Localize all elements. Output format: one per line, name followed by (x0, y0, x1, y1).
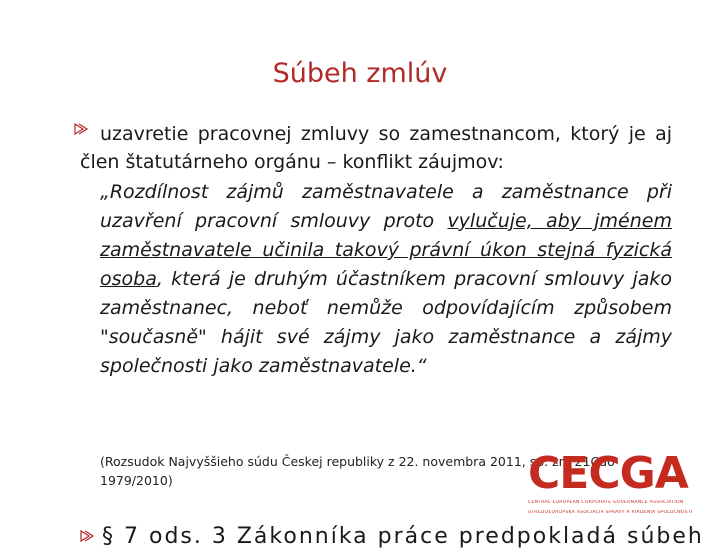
bullet-item-partial (80, 522, 720, 552)
bullet-item (80, 120, 672, 381)
logo-subtitle-2: STREDOEURÓPSKA ASOCIÁCIA SPRÁVY A RIADENIA SPOLOČNOSTÍ (528, 510, 693, 515)
cecga-logo (528, 448, 698, 520)
bullet-icon (74, 123, 88, 135)
bullet-icon (80, 530, 94, 542)
quote-part-2: , která je druhým účastníkem pracovní smlouvy jako zaměstnanec, neboť nemůže odpovídajícím způsobem "současně" hájit své zájmy jako zaměstnance a zájmy společnosti jako zaměstnavatele.“ (100, 268, 672, 377)
logo-wordmark: CECGA (528, 448, 688, 499)
quote-part-1: „Rozdílnost zájmů zaměstnavatele a zaměstnance při uzavření pracovní smlouvy proto (100, 181, 672, 232)
slide-title: Súbeh zmlúv (272, 58, 448, 89)
logo-subtitle-1: CENTRAL EUROPEAN CORPORATE GOVERNANCE ASSOCIATION (528, 500, 684, 505)
quote-underlined: vylučuje, aby jménem zaměstnavatele učinila takový právní úkon stejná fyzická osoba (100, 210, 672, 290)
bullet-text: uzavretie pracovnej zmluvy so zamestnancom, ktorý je aj člen štatutárneho orgánu – konflikt záujmov: (80, 123, 672, 173)
bullet-text-partial: § 7 ods. 3 Zákonníka práce predpokladá súbeh (102, 524, 704, 549)
source-citation: (Rozsudok Najvyššieho súdu Českej republiky z 22. novembra 2011, sp. zn. 21Cdo 1979/2010) (100, 454, 615, 488)
court-quote (100, 178, 672, 381)
